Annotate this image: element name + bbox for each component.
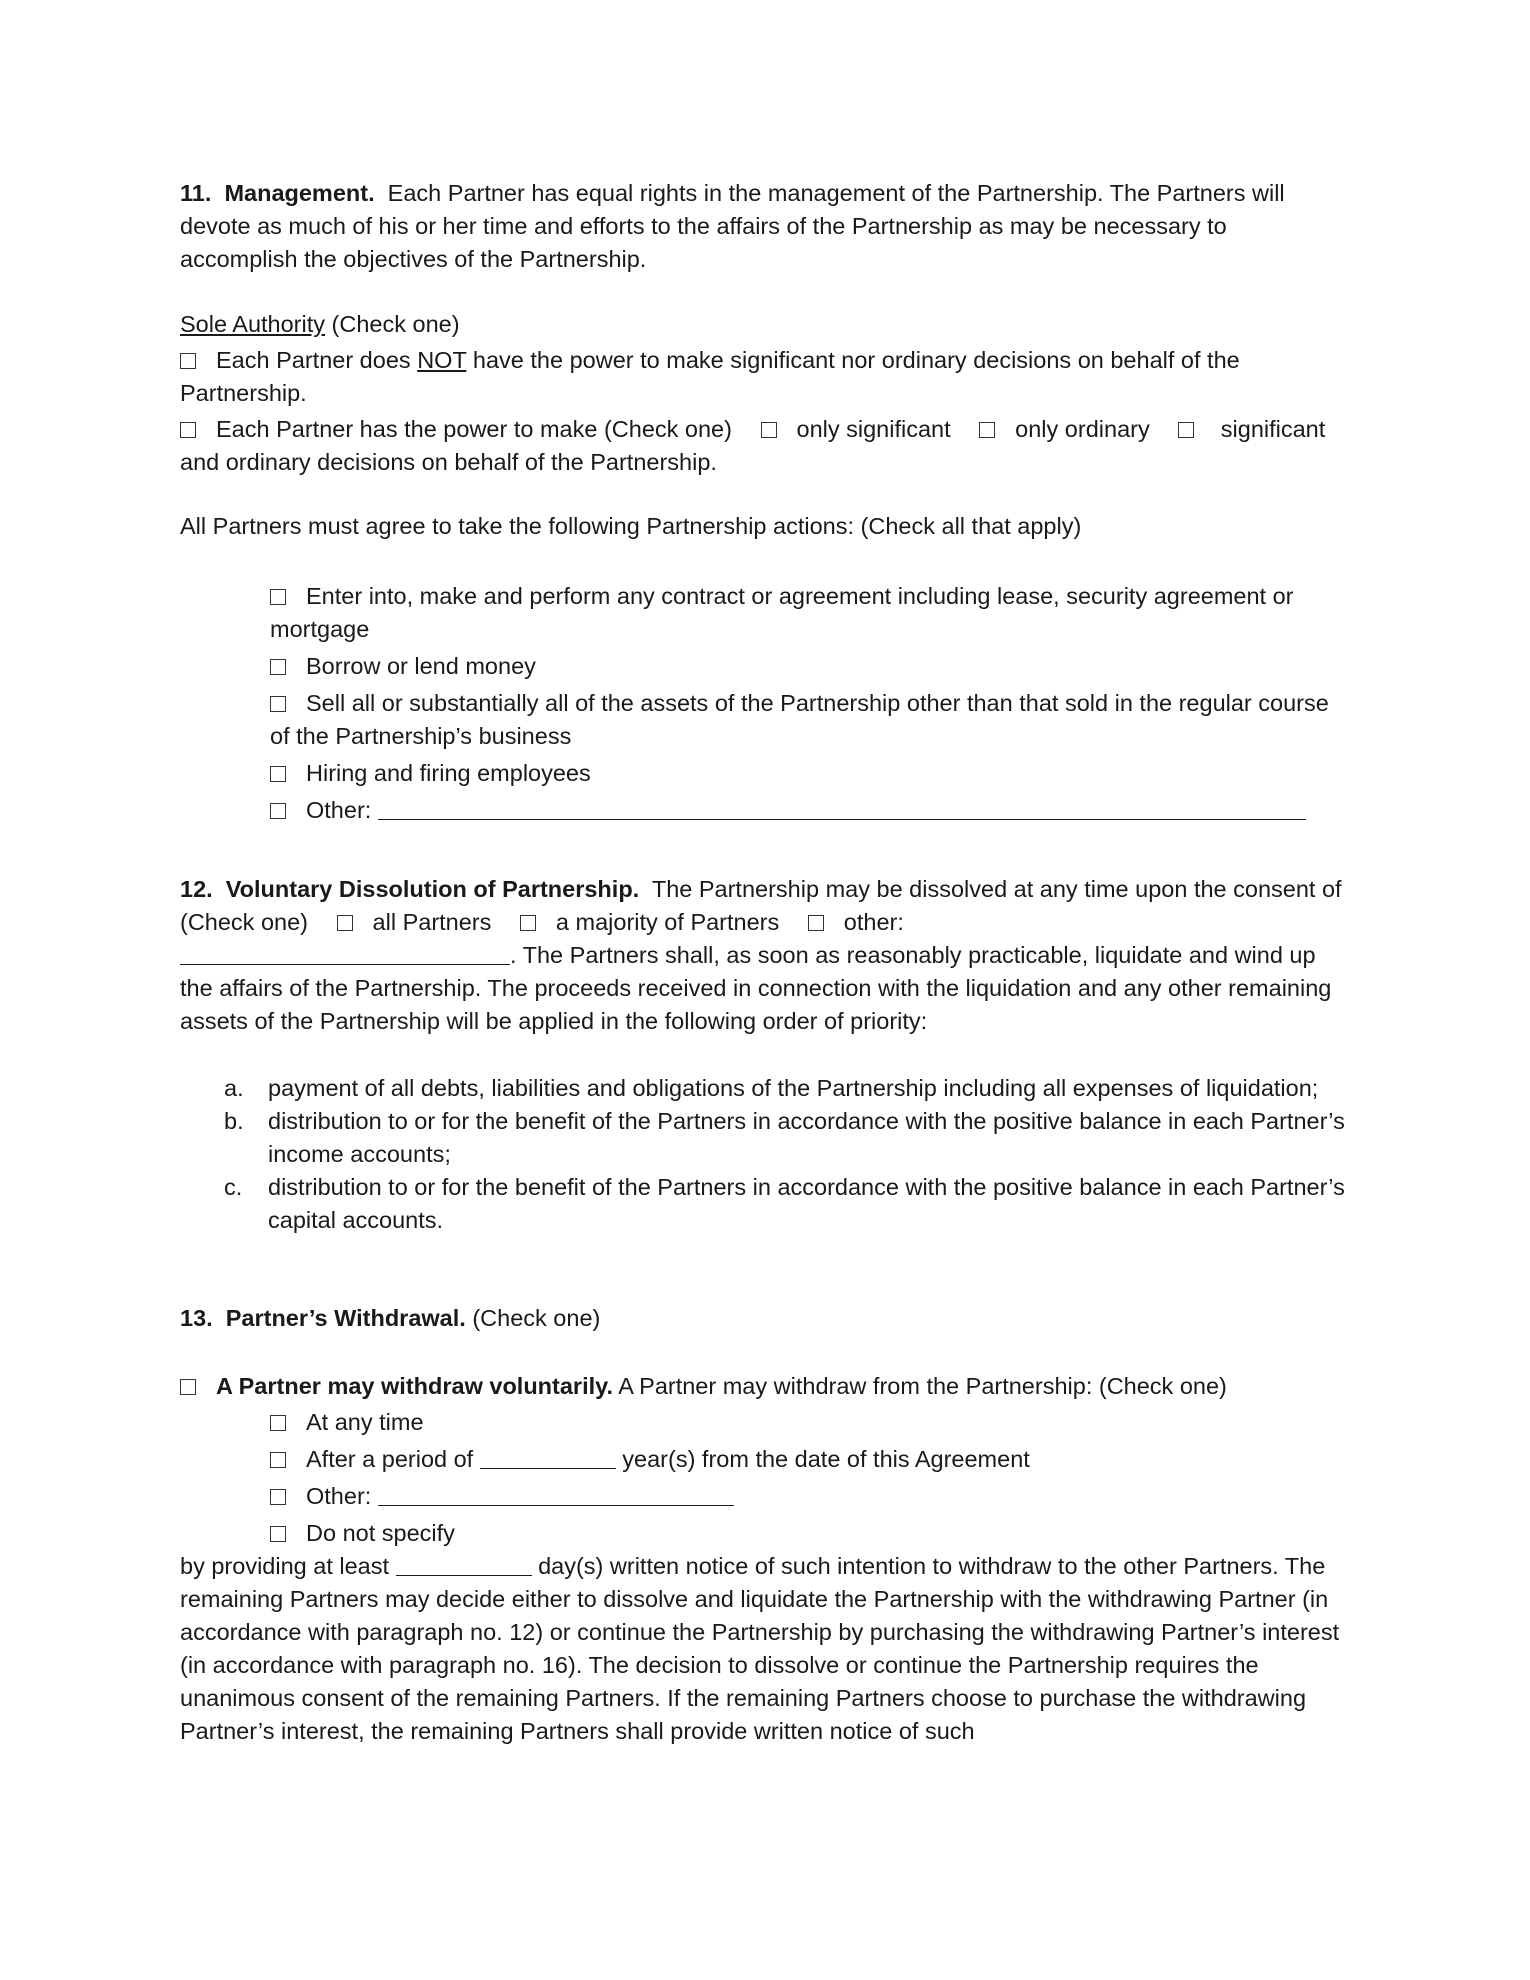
action-contract-label: Enter into, make and perform any contract or agreement including lease, security agreement or mortgage bbox=[270, 583, 1294, 642]
action-item bbox=[270, 650, 1330, 683]
only-significant-label: only significant bbox=[796, 416, 951, 442]
other-action-line[interactable] bbox=[378, 797, 1306, 820]
section-12 bbox=[180, 873, 1350, 1038]
checkbox-contract[interactable] bbox=[270, 589, 286, 605]
section-13-title: Partner’s Withdrawal. bbox=[225, 1305, 466, 1331]
section-13-heading bbox=[180, 1302, 1350, 1335]
section-11-number: 11. bbox=[180, 180, 212, 206]
significant-and-ordinary-label: significant and ordinary decisions on behalf of the Partnership. bbox=[180, 416, 1326, 475]
agree-intro: All Partners must agree to take the following Partnership actions: (Check all that apply) bbox=[180, 513, 1082, 539]
sole-authority bbox=[180, 308, 1350, 479]
checkbox-majority[interactable] bbox=[520, 915, 536, 931]
checkbox-other-action[interactable] bbox=[270, 803, 286, 819]
option-1-not: NOT bbox=[417, 347, 467, 373]
list-letter: a. bbox=[224, 1075, 244, 1101]
checkbox-only-ordinary[interactable] bbox=[979, 422, 995, 438]
notice-days-line[interactable] bbox=[396, 1553, 532, 1576]
majority-label: a majority of Partners bbox=[555, 909, 780, 935]
checkbox-voluntary-withdrawal[interactable] bbox=[180, 1379, 196, 1395]
section-12-body-a: The Partnership may be dissolved at any time upon the consent of (Check one) bbox=[180, 876, 1342, 935]
checkbox-significant-and-ordinary[interactable] bbox=[1178, 422, 1194, 438]
sole-authority-option-2 bbox=[180, 413, 1350, 479]
action-sell-label: Sell all or substantially all of the assets of the Partnership other than that sold in the regular course of the Partnership’s business bbox=[270, 690, 1329, 749]
checkbox-no-power[interactable] bbox=[180, 353, 196, 369]
only-ordinary-label: only ordinary bbox=[1015, 416, 1150, 442]
other-withdrawal-label: Other: bbox=[306, 1483, 372, 1509]
checkbox-all-partners[interactable] bbox=[337, 915, 353, 931]
years-line[interactable] bbox=[480, 1446, 616, 1469]
list-item bbox=[180, 1105, 1350, 1171]
section-13-number: 13. bbox=[180, 1305, 213, 1331]
section-13-check-note: (Check one) bbox=[472, 1305, 601, 1331]
checkbox-do-not-specify[interactable] bbox=[270, 1526, 286, 1542]
notice-text-a: by providing at least bbox=[180, 1553, 390, 1579]
withdrawal-options bbox=[270, 1406, 1330, 1550]
all-partners-label: all Partners bbox=[372, 909, 492, 935]
checkbox-sell-assets[interactable] bbox=[270, 696, 286, 712]
other-withdrawal-line[interactable] bbox=[378, 1483, 734, 1506]
other-consent-line[interactable] bbox=[180, 942, 510, 965]
checkbox-other-withdrawal[interactable] bbox=[270, 1489, 286, 1505]
after-period-label-a: After a period of bbox=[306, 1446, 474, 1472]
checkbox-after-period[interactable] bbox=[270, 1452, 286, 1468]
section-12-title: Voluntary Dissolution of Partnership. bbox=[225, 876, 640, 902]
actions-list bbox=[270, 580, 1330, 827]
section-11-paragraph bbox=[180, 177, 1350, 276]
sole-authority-label: Sole Authority bbox=[180, 311, 326, 337]
action-item bbox=[270, 794, 1330, 827]
option-1-text-b: have the power to make significant nor ordinary decisions on behalf of the Partnership. bbox=[180, 347, 1240, 406]
action-borrow-label: Borrow or lend money bbox=[306, 653, 536, 679]
withdrawal-option bbox=[270, 1517, 1330, 1550]
voluntary-withdrawal bbox=[180, 1370, 1350, 1403]
other-consent-label: other: bbox=[843, 909, 904, 935]
section-11 bbox=[180, 177, 1350, 276]
section-12-number: 12. bbox=[180, 876, 213, 902]
list-letter: c. bbox=[224, 1174, 243, 1200]
sole-authority-option-1 bbox=[180, 344, 1350, 410]
notice-text-b: day(s) written notice of such intention to withdraw to the other Partners. The remaining Partners may decide either to dissolve and liquidate the Partnership with the withdrawing Partner (in accordance with paragraph no. 12) or continue the Partnership by purchasing the withdrawing Partner’s interest (in accordance with paragraph no. 16). The decision to dissolve or continue the Partnership requires the unanimous consent of the remaining Partners. If the remaining Partners choose to purchase the withdrawing Partner’s interest, the remaining Partners shall provide written notice of such bbox=[180, 1553, 1340, 1744]
voluntary-withdrawal-text: A Partner may withdraw from the Partnership: (Check one) bbox=[618, 1373, 1227, 1399]
list-item-text: payment of all debts, liabilities and obligations of the Partnership including all expenses of liquidation; bbox=[268, 1075, 1319, 1101]
section-12-paragraph bbox=[180, 873, 1350, 1038]
list-item-text: distribution to or for the benefit of the Partners in accordance with the positive balance in each Partner’s capital accounts. bbox=[268, 1174, 1345, 1233]
action-item bbox=[270, 687, 1330, 753]
list-item bbox=[180, 1072, 1350, 1105]
checkbox-only-significant[interactable] bbox=[761, 422, 777, 438]
sole-authority-check-note: (Check one) bbox=[331, 311, 460, 337]
voluntary-withdrawal-title: A Partner may withdraw voluntarily. bbox=[216, 1373, 613, 1399]
action-item bbox=[270, 580, 1330, 646]
checkbox-borrow[interactable] bbox=[270, 659, 286, 675]
withdrawal-option bbox=[270, 1443, 1330, 1476]
priority-list bbox=[180, 1072, 1350, 1237]
any-time-label: At any time bbox=[306, 1409, 424, 1435]
all-partners-agree bbox=[180, 510, 1350, 543]
list-item bbox=[180, 1171, 1350, 1237]
withdrawal-notice bbox=[180, 1550, 1350, 1748]
checkbox-hiring[interactable] bbox=[270, 766, 286, 782]
list-letter: b. bbox=[224, 1108, 244, 1134]
checkbox-any-time[interactable] bbox=[270, 1415, 286, 1431]
section-12-body-b: . The Partners shall, as soon as reasonably practicable, liquidate and wind up the affairs of the Partnership. The proceeds received in connection with the liquidation and any other remaining assets of the Partnership will be applied in the following order of priority: bbox=[180, 942, 1332, 1034]
section-11-body: Each Partner has equal rights in the management of the Partnership. The Partners will devote as much of his or her time and efforts to the affairs of the Partnership as may be necessary to accomplish the objectives of the Partnership. bbox=[180, 180, 1285, 272]
checkbox-other-consent[interactable] bbox=[808, 915, 824, 931]
action-hiring-label: Hiring and firing employees bbox=[306, 760, 591, 786]
action-item bbox=[270, 757, 1330, 790]
option-2-text: Each Partner has the power to make (Check one) bbox=[216, 416, 732, 442]
section-11-title: Management. bbox=[224, 180, 375, 206]
withdrawal-option bbox=[270, 1406, 1330, 1439]
do-not-specify-label: Do not specify bbox=[306, 1520, 455, 1546]
withdrawal-option bbox=[270, 1480, 1330, 1513]
after-period-label-b: year(s) from the date of this Agreement bbox=[622, 1446, 1030, 1472]
checkbox-has-power[interactable] bbox=[180, 422, 196, 438]
action-other-label: Other: bbox=[306, 797, 372, 823]
list-item-text: distribution to or for the benefit of the Partners in accordance with the positive balance in each Partner’s income accounts; bbox=[268, 1108, 1345, 1167]
option-1-text-a: Each Partner does bbox=[216, 347, 411, 373]
